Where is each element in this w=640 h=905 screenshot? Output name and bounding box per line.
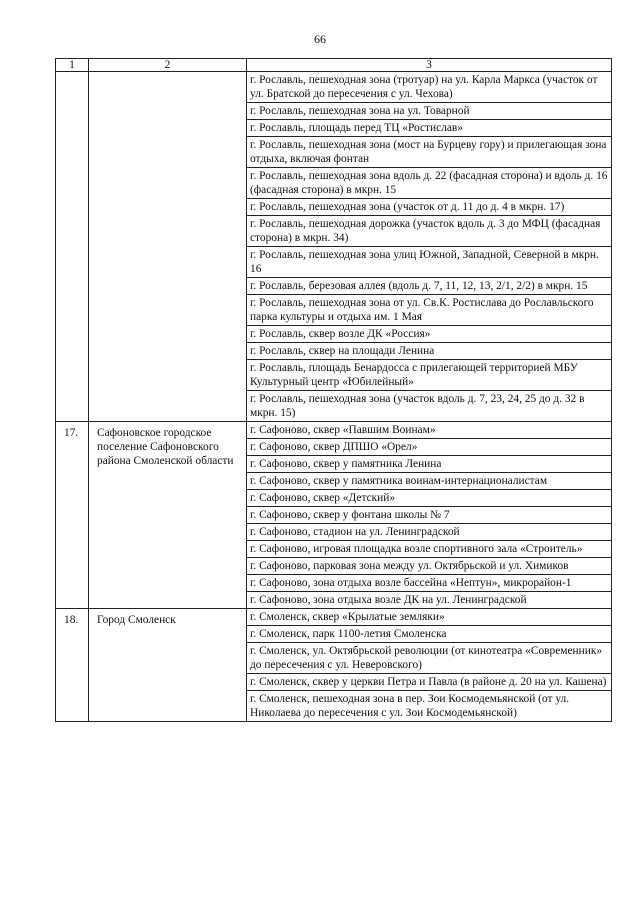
place-cell: г. Сафоново, зона отдыха возле ДК на ул. Ленинградской — [247, 592, 612, 609]
settlement-cell — [89, 72, 247, 422]
place-cell: г. Рославль, сквер возле ДК «Россия» — [247, 326, 612, 343]
place-cell: г. Смоленск, пешеходная зона в пер. Зои Космодемьянской (от ул. Николаева до пересечения с ул. Зои Космодемьянской) — [247, 691, 612, 722]
table-row — [56, 422, 612, 439]
place-cell: г. Рославль, площадь Бенардосса с прилегающей территорией МБУ Культурный центр «Юбилейный» — [247, 360, 612, 391]
place-cell: г. Сафоново, парковая зона между ул. Октябрьской и ул. Химиков — [247, 558, 612, 575]
place-cell: г. Смоленск, парк 1100-летия Смоленска — [247, 626, 612, 643]
table-body — [56, 72, 612, 722]
table-row — [56, 609, 612, 626]
place-cell: г. Рославль, пешеходная зона (участок от д. 11 до д. 4 в мкрн. 17) — [247, 199, 612, 216]
page-number: 66 — [314, 32, 326, 46]
place-cell: г. Смоленск, ул. Октябрьской революции (от кинотеатра «Современник» до пересечения с ул. Неверовского) — [247, 643, 612, 674]
place-cell: г. Рославль, пешеходная зона от ул. Св.К. Ростислава до Рославльского парка культуры и отдыха им. 1 Мая — [247, 295, 612, 326]
document-table-container — [55, 58, 611, 722]
place-cell: г. Рославль, пешеходная зона (мост на Бурцеву гору) и прилегающая зона отдыха, включая фонтан — [247, 137, 612, 168]
place-cell: г. Сафоново, сквер у памятника воинам-интернационалистам — [247, 473, 612, 490]
place-cell: г. Смоленск, сквер у церкви Петра и Павла (в районе д. 20 на ул. Кашена) — [247, 674, 612, 691]
place-cell: г. Рославль, сквер на площади Ленина — [247, 343, 612, 360]
row-number-cell: 18. — [56, 609, 89, 722]
row-number-cell — [56, 72, 89, 422]
header-col-2: 2 — [89, 59, 247, 72]
place-cell: г. Рославль, пешеходная зона вдоль д. 22 (фасадная сторона) и вдоль д. 16 (фасадная сторона) в мкрн. 15 — [247, 168, 612, 199]
place-cell: г. Сафоново, игровая площадка возле спортивного зала «Строитель» — [247, 541, 612, 558]
place-cell: г. Рославль, пешеходная зона (участок вдоль д. 7, 23, 24, 25 до д. 32 в мкрн. 15) — [247, 391, 612, 422]
place-cell: г. Рославль, пешеходная зона на ул. Товарной — [247, 103, 612, 120]
place-cell: г. Рославль, пешеходная зона улиц Южной, Западной, Северной в мкрн. 16 — [247, 247, 612, 278]
document-table — [55, 58, 612, 722]
settlement-cell: Город Смоленск — [89, 609, 247, 722]
table-row — [56, 72, 612, 103]
place-cell: г. Рославль, пешеходная дорожка (участок вдоль д. 3 до МФЦ (фасадная сторона) в мкрн. 34) — [247, 216, 612, 247]
place-cell: г. Сафоново, сквер ДПШО «Орел» — [247, 439, 612, 456]
row-number-cell: 17. — [56, 422, 89, 609]
header-col-1: 1 — [56, 59, 89, 72]
place-cell: г. Сафоново, стадион на ул. Ленинградской — [247, 524, 612, 541]
place-cell: г. Сафоново, зона отдыха возле бассейна «Нептун», микрорайон-1 — [247, 575, 612, 592]
place-cell: г. Рославль, березовая аллея (вдоль д. 7, 11, 12, 13, 2/1, 2/2) в мкрн. 15 — [247, 278, 612, 295]
table-header-row — [56, 59, 612, 72]
place-cell: г. Сафоново, сквер у фонтана школы № 7 — [247, 507, 612, 524]
place-cell: г. Сафоново, сквер «Павшим Воинам» — [247, 422, 612, 439]
place-cell: г. Рославль, пешеходная зона (тротуар) на ул. Карла Маркса (участок от ул. Братской до пересечения с ул. Чехова) — [247, 72, 612, 103]
header-col-3: 3 — [247, 59, 612, 72]
place-cell: г. Рославль, площадь перед ТЦ «Ростислав» — [247, 120, 612, 137]
settlement-cell: Сафоновское городское поселение Сафоновского района Смоленской области — [89, 422, 247, 609]
place-cell: г. Сафоново, сквер «Детский» — [247, 490, 612, 507]
place-cell: г. Сафоново, сквер у памятника Ленина — [247, 456, 612, 473]
place-cell: г. Смоленск, сквер «Крылатые земляки» — [247, 609, 612, 626]
